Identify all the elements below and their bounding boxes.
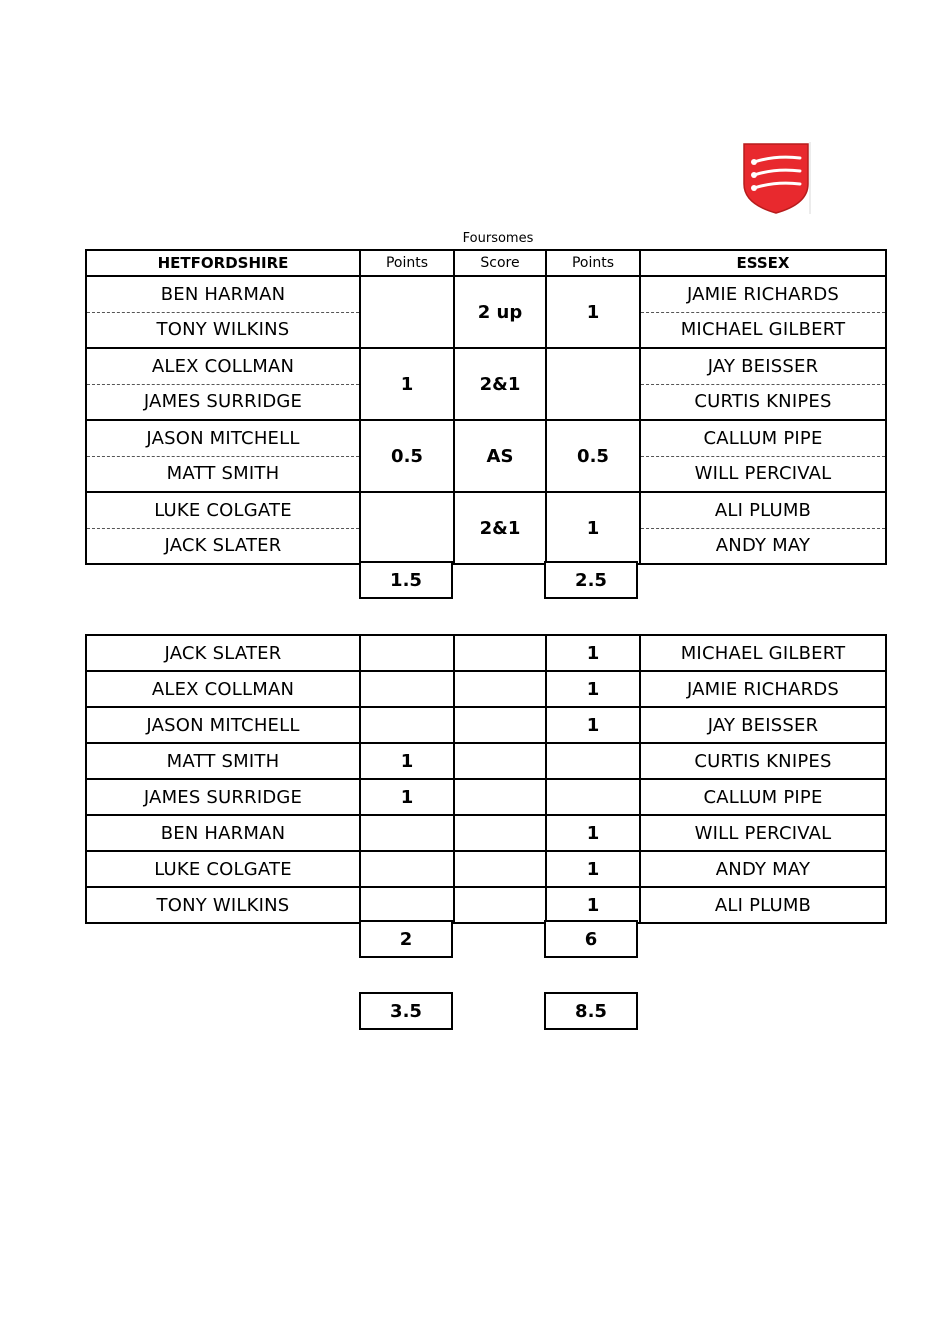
grand-away-total: 8.5	[544, 992, 638, 1030]
table-row	[86, 492, 886, 528]
match-score	[454, 635, 546, 671]
match-score	[454, 743, 546, 779]
away-points-header: Points	[546, 250, 640, 276]
home-player: BEN HARMAN	[86, 815, 360, 851]
away-points: 1	[546, 707, 640, 743]
away-player: WILL PERCIVAL	[640, 456, 886, 492]
match-score	[454, 707, 546, 743]
home-points: 1	[360, 743, 454, 779]
home-player: JASON MITCHELL	[86, 707, 360, 743]
singles-home-total: 2	[359, 920, 453, 958]
away-player: MICHAEL GILBERT	[640, 312, 886, 348]
away-team-header: ESSEX	[640, 250, 886, 276]
away-points	[546, 779, 640, 815]
table-row	[86, 887, 886, 923]
home-player: JAMES SURRIDGE	[86, 779, 360, 815]
away-points: 1	[546, 671, 640, 707]
home-points	[360, 671, 454, 707]
away-points: 1	[546, 492, 640, 564]
away-player: JAMIE RICHARDS	[640, 671, 886, 707]
away-points: 1	[546, 276, 640, 348]
away-points	[546, 348, 640, 420]
away-player: MICHAEL GILBERT	[640, 635, 886, 671]
match-score	[454, 887, 546, 923]
home-player: TONY WILKINS	[86, 887, 360, 923]
singles-away-total: 6	[544, 920, 638, 958]
home-player: JASON MITCHELL	[86, 420, 360, 456]
score-header: Score	[454, 250, 546, 276]
away-player: ANDY MAY	[640, 851, 886, 887]
essex-crest-icon	[740, 140, 812, 215]
home-points: 0.5	[360, 420, 454, 492]
home-points	[360, 276, 454, 348]
home-player: MATT SMITH	[86, 743, 360, 779]
header-row	[86, 250, 886, 276]
away-player: ALI PLUMB	[640, 492, 886, 528]
away-player: CURTIS KNIPES	[640, 743, 886, 779]
away-player: CALLUM PIPE	[640, 779, 886, 815]
away-player: ANDY MAY	[640, 528, 886, 564]
home-points-header: Points	[360, 250, 454, 276]
home-points	[360, 635, 454, 671]
match-score: AS	[454, 420, 546, 492]
match-score: 2 up	[454, 276, 546, 348]
table-row	[86, 815, 886, 851]
foursomes-table	[85, 249, 887, 565]
home-points	[360, 887, 454, 923]
away-player: CALLUM PIPE	[640, 420, 886, 456]
home-player: JACK SLATER	[86, 635, 360, 671]
away-player: CURTIS KNIPES	[640, 384, 886, 420]
away-player: WILL PERCIVAL	[640, 815, 886, 851]
table-row	[86, 707, 886, 743]
table-row	[86, 779, 886, 815]
home-team-header: HETFORDSHIRE	[86, 250, 360, 276]
home-points: 1	[360, 779, 454, 815]
match-score	[454, 671, 546, 707]
table-row	[86, 348, 886, 384]
table-row	[86, 851, 886, 887]
match-score	[454, 851, 546, 887]
away-player: JAMIE RICHARDS	[640, 276, 886, 312]
away-points: 1	[546, 635, 640, 671]
away-points: 1	[546, 815, 640, 851]
table-row	[86, 671, 886, 707]
home-player: BEN HARMAN	[86, 276, 360, 312]
home-points	[360, 851, 454, 887]
grand-home-total: 3.5	[359, 992, 453, 1030]
away-player: JAY BEISSER	[640, 707, 886, 743]
away-player: JAY BEISSER	[640, 348, 886, 384]
away-points: 0.5	[546, 420, 640, 492]
home-points	[360, 492, 454, 564]
singles-table	[85, 634, 887, 924]
home-player: ALEX COLLMAN	[86, 671, 360, 707]
home-player: LUKE COLGATE	[86, 492, 360, 528]
home-player: JAMES SURRIDGE	[86, 384, 360, 420]
table-row	[86, 635, 886, 671]
table-row	[86, 743, 886, 779]
home-points: 1	[360, 348, 454, 420]
home-player: ALEX COLLMAN	[86, 348, 360, 384]
section-title: Foursomes	[462, 231, 534, 246]
match-score	[454, 779, 546, 815]
table-row	[86, 276, 886, 312]
match-score: 2&1	[454, 348, 546, 420]
foursomes-home-total: 1.5	[359, 561, 453, 599]
match-score: 2&1	[454, 492, 546, 564]
home-player: MATT SMITH	[86, 456, 360, 492]
home-player: LUKE COLGATE	[86, 851, 360, 887]
table-row	[86, 420, 886, 456]
match-score	[454, 815, 546, 851]
home-player: JACK SLATER	[86, 528, 360, 564]
away-points: 1	[546, 851, 640, 887]
foursomes-away-total: 2.5	[544, 561, 638, 599]
away-points: 1	[546, 887, 640, 923]
home-points	[360, 815, 454, 851]
away-points	[546, 743, 640, 779]
home-points	[360, 707, 454, 743]
away-player: ALI PLUMB	[640, 887, 886, 923]
home-player: TONY WILKINS	[86, 312, 360, 348]
